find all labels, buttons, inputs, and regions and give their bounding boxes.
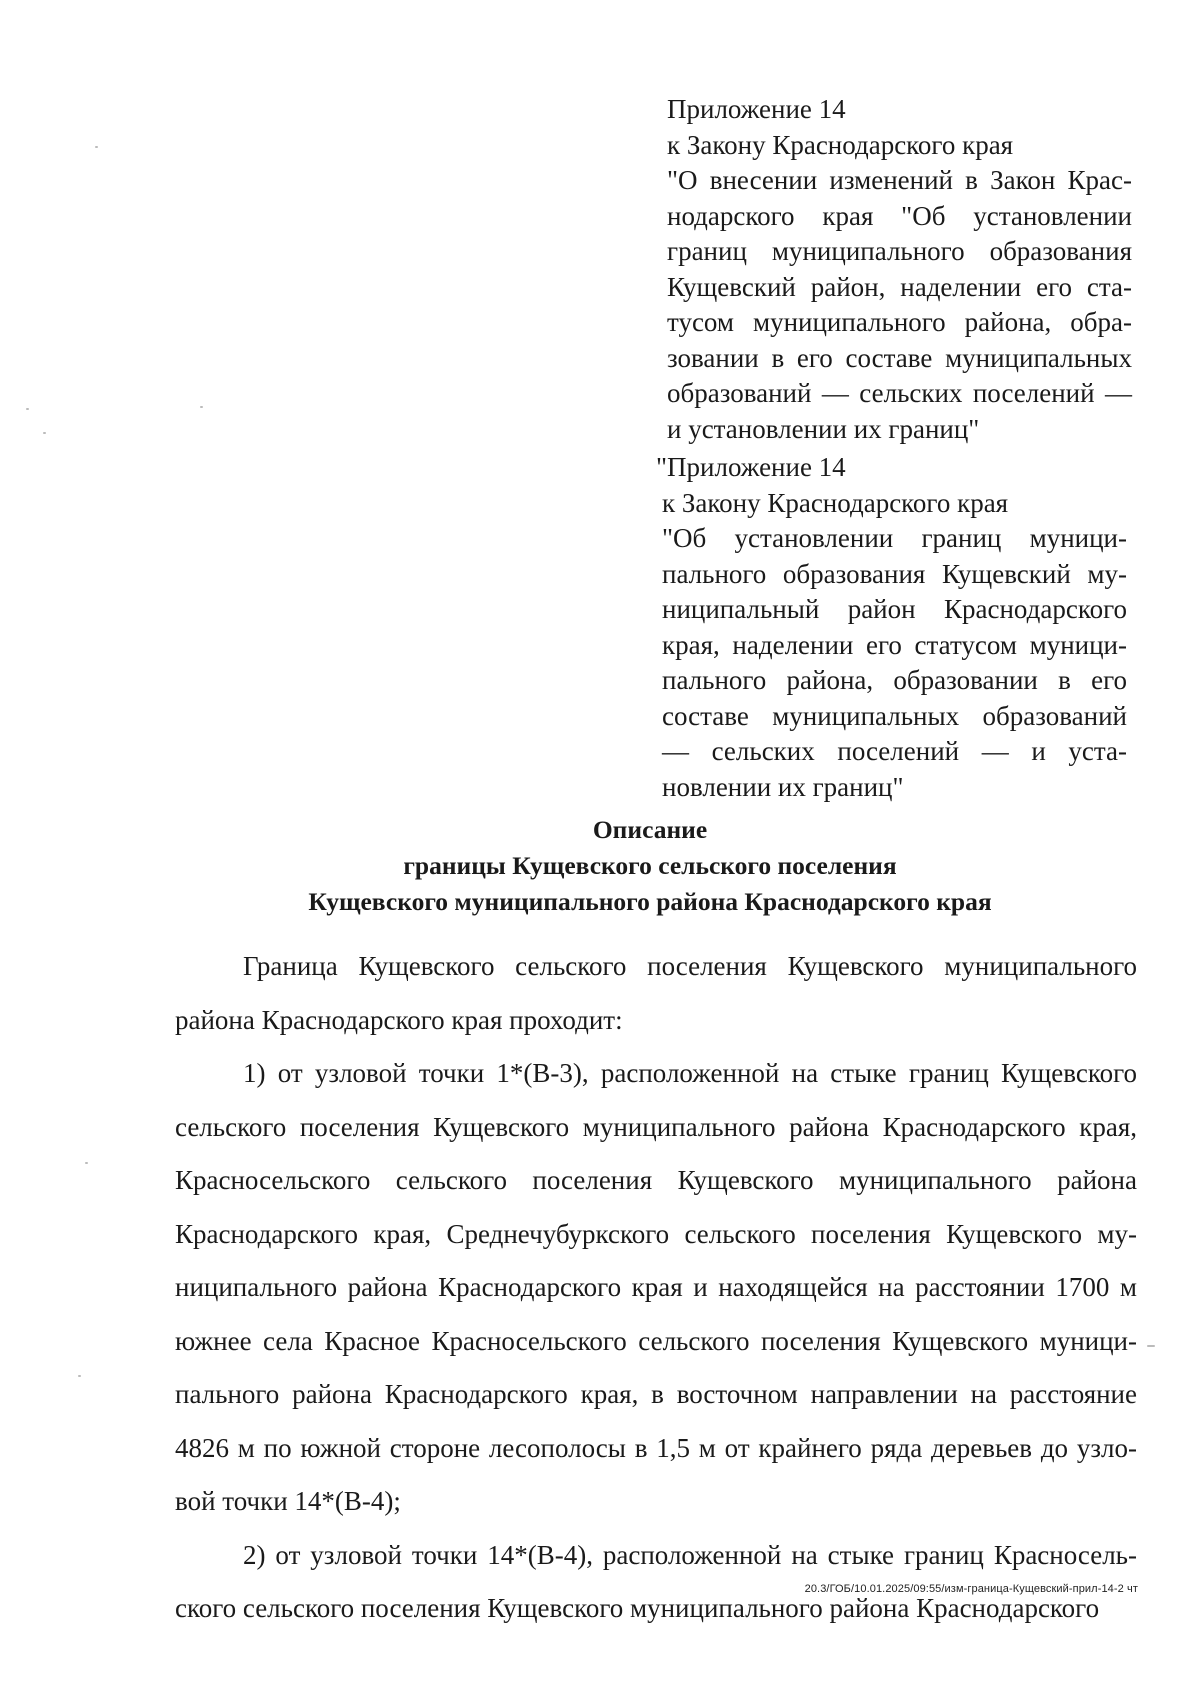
annex-law-reference: к Закону Краснодарского края [667, 129, 1014, 160]
document-heading [175, 812, 1125, 920]
heading-line-2: границы Кущевского сельского поселения [403, 851, 897, 880]
scan-speck [43, 432, 46, 434]
scan-speck [1147, 1345, 1155, 1347]
scan-speck [200, 406, 203, 408]
annex-original-law-block [656, 450, 1127, 805]
boundary-item-2: 2) от узловой точки 14*(В-4), расположенной на стыке границ Красносельского сельского поселения Кущевского муниципального района Краснодарского [175, 1539, 1137, 1623]
annex-number: Приложение 14 [667, 94, 846, 124]
annex-law-title: "Об установлении границ муниципального образования Кущевский муниципальный район Краснодарского края, наделении его статусом муниципального района, образовании в его составе муниципальных образований — сельских поселений — и установлении их границ" [662, 523, 1127, 802]
annex-amending-law-block [667, 92, 1132, 447]
document-body [175, 940, 1137, 1636]
intro-paragraph: Граница Кущевского сельского поселения Кущевского муниципального района Краснодарского края проходит: [175, 951, 1137, 1035]
heading-line-3: Кущевского муниципального района Краснодарского края [308, 887, 992, 916]
annex-law-reference: к Закону Краснодарского края [662, 487, 1009, 518]
document-footer-code: 20.3/ГОБ/10.01.2025/09:55/изм-граница-Кущевский-прил-14-2 чт [804, 1583, 1138, 1595]
scan-speck [26, 408, 29, 410]
scan-speck [85, 1162, 88, 1164]
scan-speck [78, 1375, 81, 1377]
annex-law-title: "О внесении изменений в Закон Краснодарского края "Об установлении границ муниципального образования Кущевский район, наделении его статусом муниципального района, образовании в его составе муниципальных образований — сельских поселений — и установлении их границ" [667, 165, 1132, 444]
scan-speck [95, 146, 98, 148]
heading-line-1: Описание [592, 815, 708, 844]
boundary-item-1: 1) от узловой точки 1*(В-3), расположенной на стыке границ Кущевского сельского поселения Кущевского муниципального района Краснодарского края, Красносельского сельского поселения Кущевского муниципального района Краснодарского края, Среднечубуркского сельского поселения Кущевского муниципального района Краснодарского края и находящейся на расстоянии 1700 м южнее села Красное Красносельского сельского поселения Кущевского муниципального района Краснодарского края, в восточном направлении на расстояние 4826 м по южной стороне лесополосы в 1,5 м от крайнего ряда деревьев до узловой точки 14*(В-4); [175, 1058, 1137, 1516]
annex-number: "Приложение 14 [656, 452, 846, 482]
